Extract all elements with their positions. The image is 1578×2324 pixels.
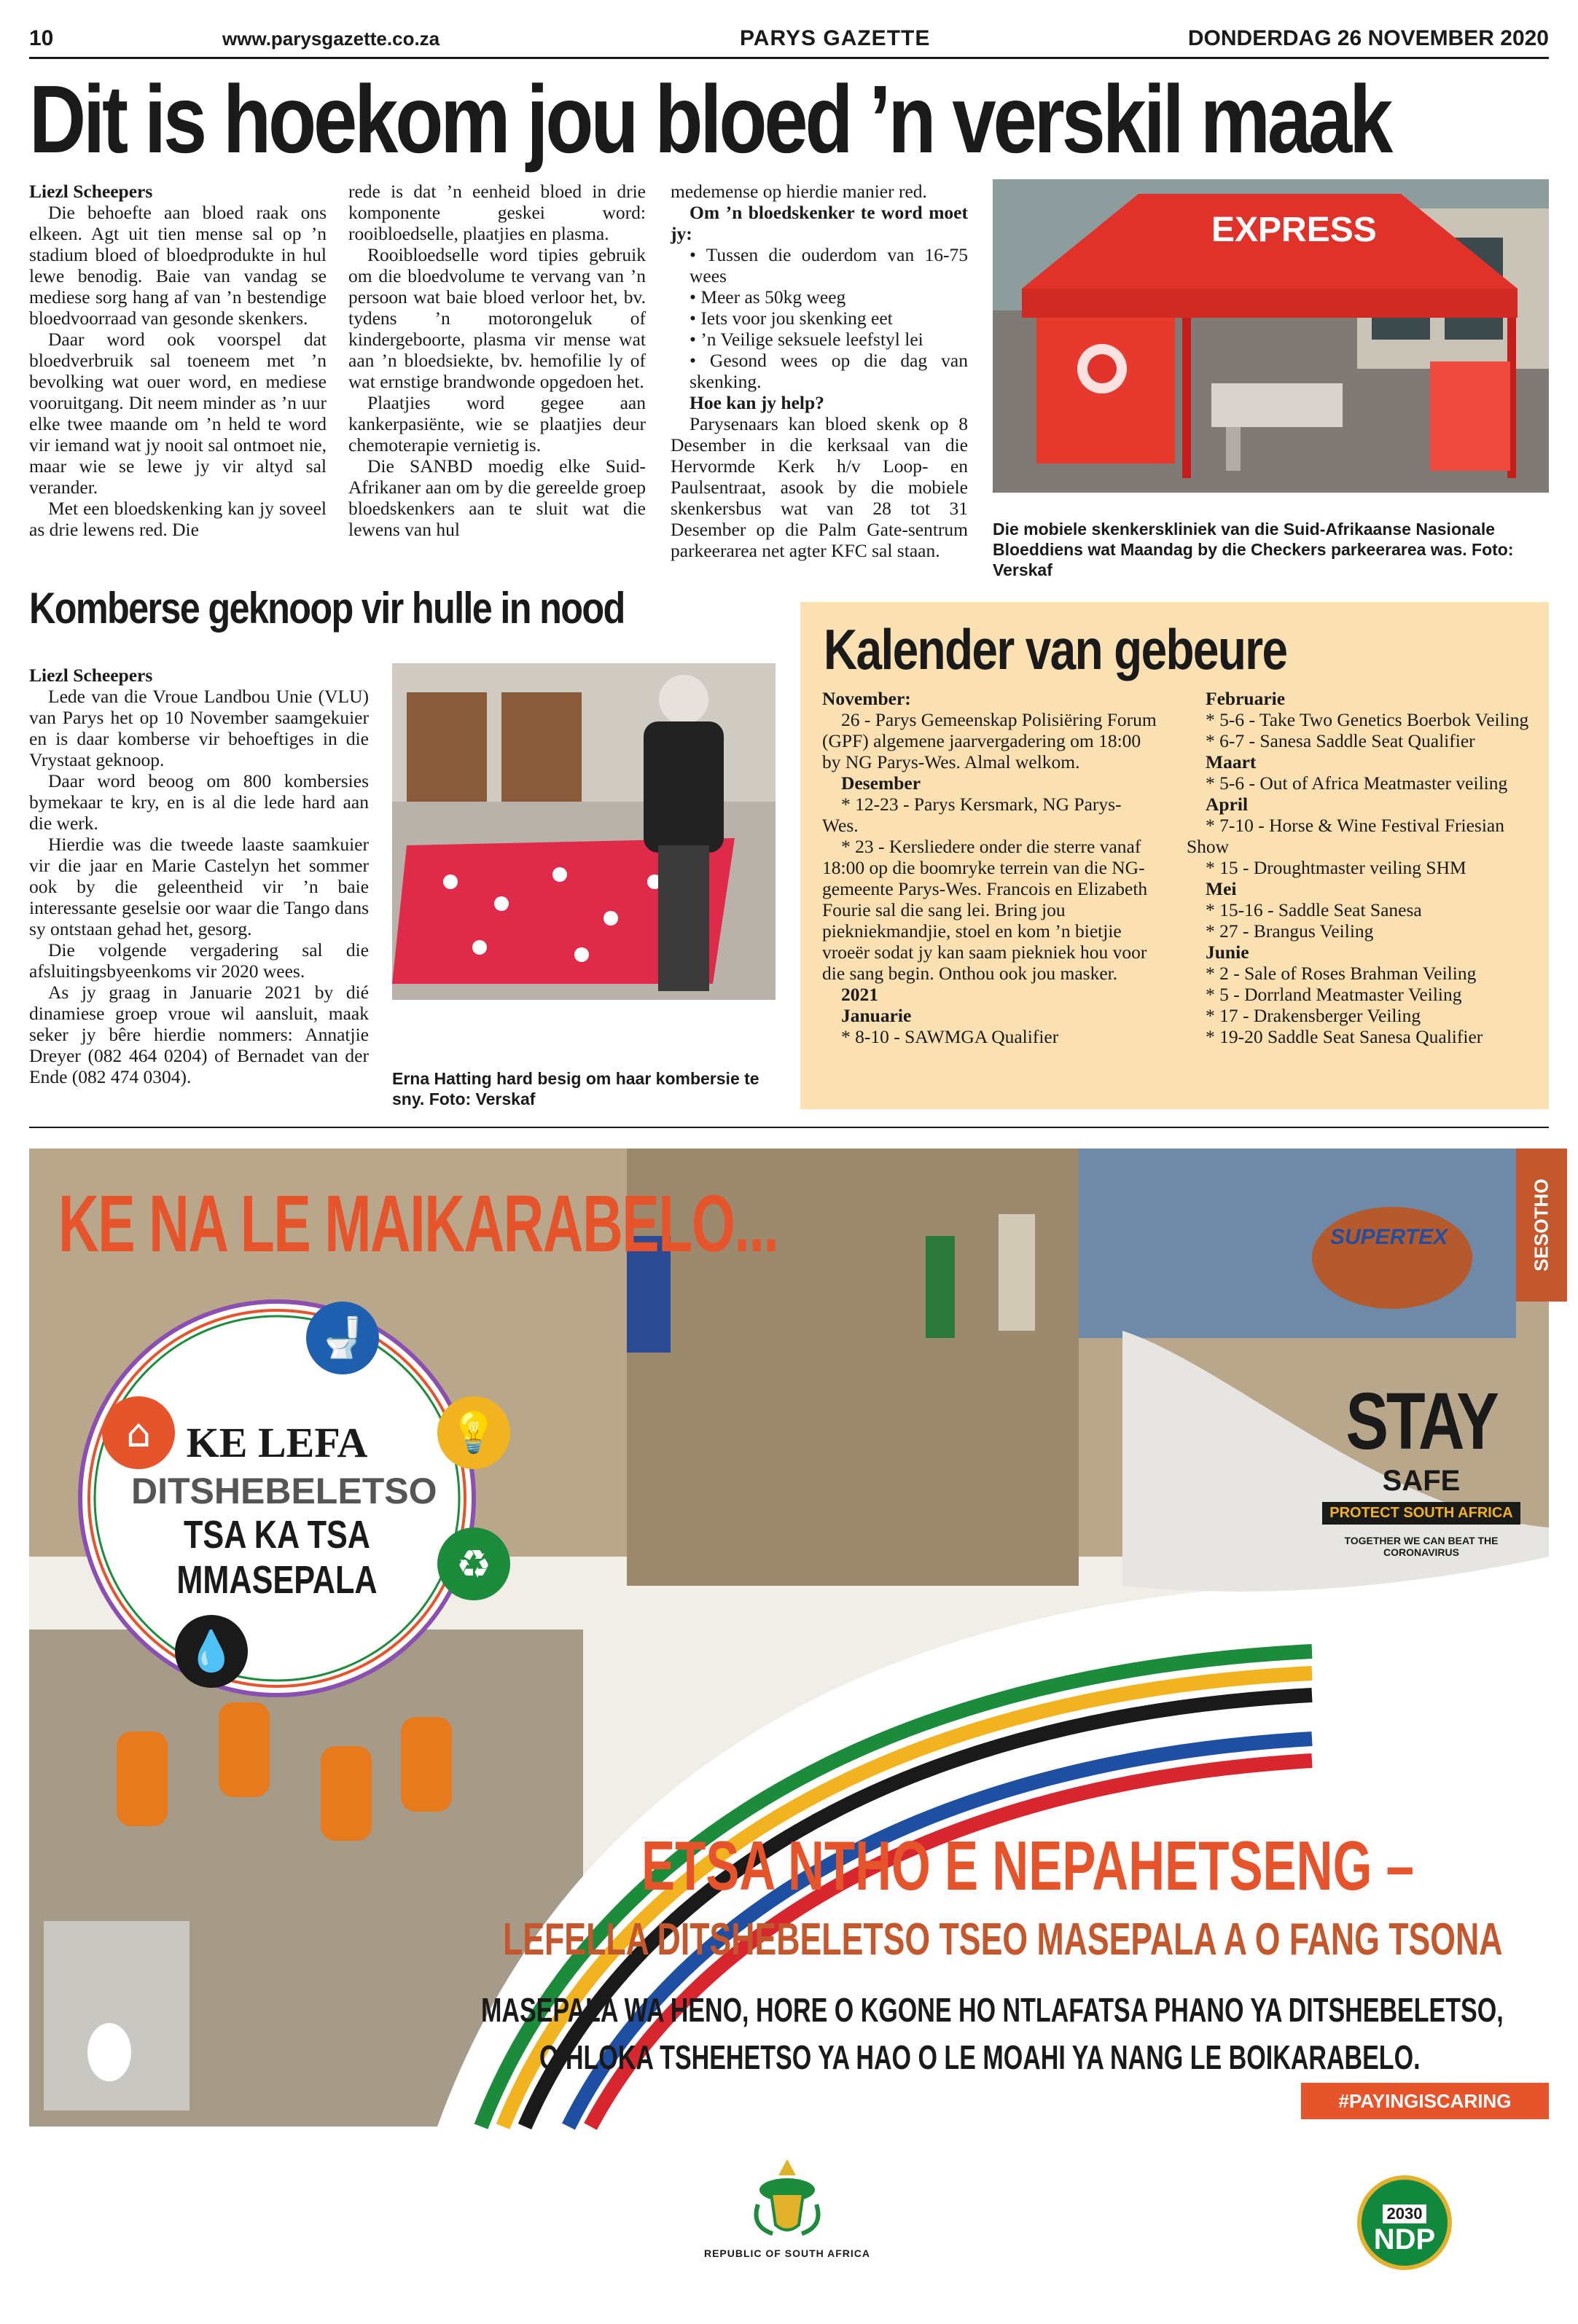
subheading: Hoe kan jy help? bbox=[690, 392, 824, 413]
paragraph: Rooibloedselle word tipies gebruik om die bloedvolume te vervang van ’n persoon wat baie bloed verloor het, bv. tydens ’n motorongeluk of kindergeboorte, plasma vir mense wat aan ’n bloedsiekte, bv. hemofilie ly of wat ernstige brandwonde opgedoen het. bbox=[348, 244, 646, 392]
municipal-advertisement bbox=[29, 1149, 1552, 2127]
calendar-entry: * 15-16 - Saddle Seat Sanesa bbox=[1206, 899, 1422, 920]
calendar-entry: * 17 - Drakensberger Veiling bbox=[1206, 1005, 1421, 1026]
blood-column-1 bbox=[29, 181, 327, 540]
calendar-entry: * 7-10 - Horse & Wine Festival Friesian Show bbox=[1187, 815, 1504, 857]
stay-word: STAY bbox=[1345, 1377, 1497, 1466]
ad-body-2: O HLOKA TSHEHETSO YA HAO O LE MOAHI YA NANG LE BOIKARABELO. bbox=[539, 2038, 1421, 2076]
stay-safe-logo bbox=[1312, 1377, 1531, 1558]
events-calendar bbox=[800, 602, 1549, 1109]
blood-photo-caption: Die mobiele skenkerskliniek van die Suid-Afrikaanse Nasionale Bloeddiens wat Maandag by die Checkers parkeerarea was. Foto: Verskaf bbox=[993, 520, 1514, 579]
ad-body-1: MASEPALA WA HENO, HORE O KGONE HO NTLAFATSA PHANO YA DITSHEBELETSO, bbox=[481, 1991, 1504, 2029]
circle-text bbox=[131, 1418, 437, 1603]
ndp-logo bbox=[1357, 2175, 1452, 2270]
calendar-month: Desember bbox=[841, 772, 921, 794]
calendar-month: Februarie bbox=[1206, 688, 1286, 709]
blood-column-2 bbox=[348, 181, 646, 540]
byline: Liezl Scheepers bbox=[29, 665, 153, 686]
calendar-entry: * 8-10 - SAWMGA Qualifier bbox=[841, 1026, 1059, 1047]
ad-headline-1: ETSA NTHO E NEPAHETSENG – bbox=[641, 1827, 1414, 1905]
calendar-month: Maart bbox=[1206, 751, 1257, 772]
ad-background bbox=[29, 1149, 1549, 2127]
stay-safe-word: SAFE bbox=[1382, 1465, 1461, 1497]
masthead bbox=[29, 26, 1549, 58]
tent-illustration bbox=[993, 179, 1549, 493]
list-item: • ’n Veilige seksuele leefstyl lei bbox=[671, 329, 968, 350]
language-label: SESOTHO bbox=[1530, 1178, 1552, 1272]
coat-of-arms-icon bbox=[743, 2153, 831, 2241]
calendar-entry: * 15 - Droughtmaster veiling SHM bbox=[1206, 857, 1466, 878]
blankets-column bbox=[29, 665, 369, 1087]
circle-line: DITSHEBELETSO bbox=[131, 1471, 437, 1511]
blood-clinic-photo bbox=[993, 179, 1549, 493]
paragraph: Die volgende vergadering sal die afsluitingsbyeenkoms vir 2020 wees. bbox=[29, 939, 369, 982]
language-tab bbox=[1516, 1149, 1567, 1302]
circle-line: TSA KA TSA bbox=[184, 1513, 370, 1557]
list-item: • Tussen die ouderdom van 16-75 wees bbox=[671, 244, 968, 286]
paragraph: Met een bloedskenking kan jy soveel as drie lewens red. Die bbox=[29, 498, 327, 540]
byline: Liezl Scheepers bbox=[29, 181, 153, 202]
paragraph: Hierdie was die tweede laaste saamkuier vir die jaar en Marie Castelyn het sommer ook by die geleentheid vir ’n baie interessante geselsie oor waar die Tango dans sy ontstaan gehad het, gesorg. bbox=[29, 834, 369, 939]
paragraph: Plaatjies word gegee aan kankerpasiënte, wie se plaatjies deur chemoterapie vernietig is. bbox=[348, 392, 646, 455]
water-tap-icon: 💧 bbox=[175, 1615, 248, 1688]
stay-tagline: TOGETHER WE CAN BEAT THE CORONAVIRUS bbox=[1344, 1535, 1499, 1558]
paragraph: rede is dat ’n eenheid bloed in drie komponente geskei word: rooibloedselle, plaatjies en plasma. bbox=[348, 181, 646, 244]
circle-line: KE LEFA bbox=[186, 1419, 368, 1466]
calendar-entry: * 2 - Sale of Roses Brahman Veiling bbox=[1206, 963, 1477, 984]
calendar-title: Kalender van gebeure bbox=[824, 617, 1287, 681]
masthead-rule bbox=[29, 57, 1549, 59]
requirements-list bbox=[671, 244, 968, 392]
paragraph: Daar word ook voorspel dat bloedverbruik sal toeneem met ’n bevolking wat ouer word, en mediese vooruitgang. Dit neem minder as ’n uur elke twee maande om ’n held te word vir iemand wat jy nooit sal ontmoet nie, maar wie se lewe jy vir altyd sal verander. bbox=[29, 329, 327, 498]
ad-headline-2: LEFELLA DITSHEBELETSO TSEO MASEPALA A O FANG TSONA bbox=[503, 1914, 1503, 1965]
section-divider bbox=[29, 1127, 1549, 1128]
calendar-entry: * 19-20 Saddle Seat Sanesa Qualifier bbox=[1206, 1026, 1483, 1047]
paragraph: Die SANBD moedig elke Suid-Afrikaner aan om by die gereelde groep bloedskenkers aan te sluit wat die lewens van hul bbox=[348, 455, 646, 540]
calendar-entry: * 23 - Kersliedere onder die sterre vanaf 18:00 op die boomryke terrein van die NG-gemeente Parys-Wes. Francois en Elizabeth Fourie sal die sang lei. Bring jou piekniekmandjie, stoel en kom ’n bietjie vroeër sodat jy kan saam piekniek hou voor die sang begin. Onthou ook jou masker. bbox=[822, 836, 1148, 984]
blanket-photo-caption: Erna Hatting hard besig om haar kombersie te sny. Foto: Verskaf bbox=[392, 1069, 759, 1108]
blood-column-3 bbox=[671, 181, 968, 561]
stay-protect: PROTECT SOUTH AFRICA bbox=[1322, 1502, 1520, 1525]
blanket-photo bbox=[392, 663, 776, 1000]
calendar-month: 2021 bbox=[841, 984, 878, 1005]
calendar-left-column bbox=[822, 688, 1157, 1047]
calendar-entry: 26 - Parys Gemeenskap Polisiëring Forum (GPF) algemene jaarvergadering om 18:00 by NG Parys-Wes. Almal welkom. bbox=[822, 709, 1157, 772]
calendar-entry: * 6-7 - Sanesa Saddle Seat Qualifier bbox=[1206, 730, 1475, 751]
paragraph: medemense op hierdie manier red. bbox=[671, 181, 927, 202]
lightbulb-icon: 💡 bbox=[437, 1396, 510, 1469]
paragraph: Lede van die Vroue Landbou Unie (VLU) van Parys het op 10 November saamgekuier en is daar komberse vir behoeftiges in die Vrystaat geknoop. bbox=[29, 686, 369, 770]
website-link[interactable]: www.parysgazette.co.za bbox=[222, 28, 440, 50]
ndp-text: NDP bbox=[1373, 2223, 1436, 2255]
list-item: • Iets voor jou skenking eet bbox=[671, 308, 968, 329]
calendar-entry: * 27 - Brangus Veiling bbox=[1206, 920, 1374, 942]
list-item: • Gesond wees op die dag van skenking. bbox=[671, 350, 968, 392]
toilet-icon: 🚽 bbox=[306, 1302, 379, 1374]
calendar-month: April bbox=[1206, 794, 1249, 815]
circle-line: MMASEPALA bbox=[176, 1558, 378, 1602]
tanker-logo: SUPERTEX bbox=[1330, 1225, 1448, 1249]
calendar-entry: * 5 - Dorrland Meatmaster Veiling bbox=[1206, 984, 1462, 1005]
list-item: • Meer as 50kg weeg bbox=[671, 286, 968, 308]
recycle-bin-icon: ♻ bbox=[437, 1527, 510, 1600]
paragraph: As jy graag in Januarie 2021 by dié dinamiese groep vroue wil aansluit, maak seker jy bêre hierdie nommers: Annatjie Dreyer (082 464 0204) of Bernadet van der Ende (082 474 0304). bbox=[29, 982, 369, 1087]
hashtag-banner: #PAYINGISCARING bbox=[1301, 2083, 1549, 2119]
calendar-right-column bbox=[1187, 688, 1529, 1047]
blanket-illustration bbox=[392, 663, 776, 1000]
calendar-month: Junie bbox=[1206, 942, 1249, 963]
headline-blankets: Komberse geknoop vir hulle in nood bbox=[29, 584, 625, 633]
calendar-month: Januarie bbox=[841, 1005, 912, 1026]
rsa-label-text: REPUBLIC OF SOUTH AFRICA bbox=[703, 2247, 871, 2259]
ad-title: KE NA LE MAIKARABELO... bbox=[58, 1179, 778, 1269]
calendar-month: November: bbox=[822, 688, 911, 709]
paragraph: Daar word beoog om 800 kombersies bymekaar te kry, en is al die lede hard aan die werk. bbox=[29, 770, 369, 834]
page-number: 10 bbox=[29, 26, 54, 50]
express-sign: EXPRESS bbox=[1211, 211, 1377, 249]
rsa-label bbox=[700, 2247, 875, 2259]
paper-name: PARYS GAZETTE bbox=[740, 26, 931, 50]
headline-blood: Dit is hoekom jou bloed ’n verskil maak bbox=[29, 66, 1391, 173]
ndp-year: 2030 bbox=[1383, 2204, 1427, 2223]
calendar-entry: * 12-23 - Parys Kersmark, NG Parys-Wes. bbox=[822, 794, 1122, 836]
calendar-entry: * 5-6 - Take Two Genetics Boerbok Veiling bbox=[1206, 709, 1529, 730]
calendar-entry: * 5-6 - Out of Africa Meatmaster veiling bbox=[1206, 772, 1508, 794]
subheading: Om ’n bloedskenker te word moet jy: bbox=[671, 202, 968, 244]
calendar-month: Mei bbox=[1206, 878, 1237, 899]
paragraph: Die behoefte aan bloed raak ons elkeen. Agt uit tien mense sal op ’n stadium bloed of bloedprodukte in hul lewe benodig. Baie van vandag se mediese sorg hang af van ’n bestendige bloedvoorraad van gesonde skenkers. bbox=[29, 202, 327, 329]
house-icon: ⌂ bbox=[102, 1396, 175, 1469]
paragraph: Parysenaars kan bloed skenk op 8 Desember in die kerksaal van die Hervormde Kerk h/v Loop- en Paulsentraat, asook by die mobiele skenkersbus wat van 28 tot 31 Desember op die Palm Gate-sentrum parkeerarea net agter KFC sal staan. bbox=[671, 413, 968, 561]
issue-date: DONDERDAG 26 NOVEMBER 2020 bbox=[1187, 26, 1549, 50]
